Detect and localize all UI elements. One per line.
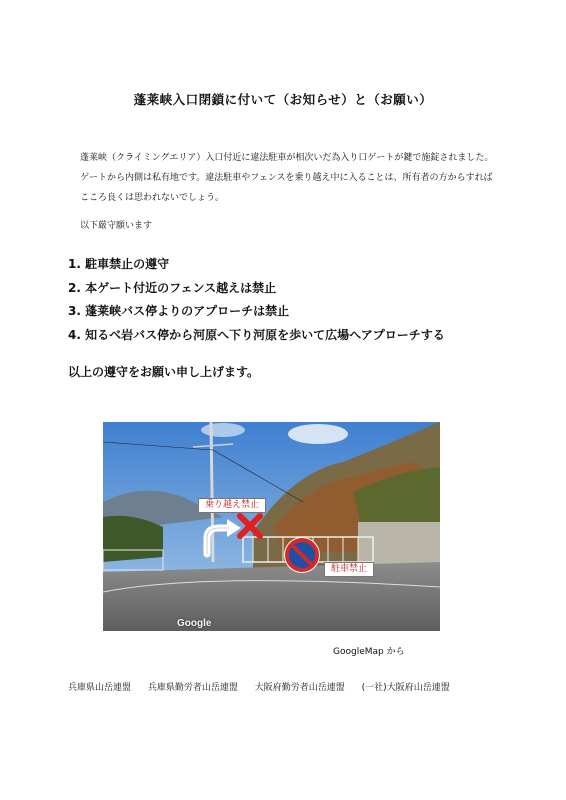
organization-name: 兵庫県山岳連盟 (68, 683, 132, 693)
no-parking-sign-icon (284, 537, 320, 573)
no-parking-label: 駐車禁止 (324, 562, 374, 577)
gate-photo (103, 422, 440, 631)
photo-caption: GoogleMap から (333, 647, 405, 657)
organization-name: 兵庫県勤労者山岳連盟 (147, 683, 238, 693)
rule-item: 4. 知るべ岩バス停から河原へ下り河原を歩いて広場へアプローチする (68, 327, 445, 342)
intro-line: 蓬莱峡（クライミングエリア）入口付近に違法駐車が相次いだ為入り口ゲートが鍵で施錠されました。 (80, 153, 494, 163)
organization-name: 大阪府勤労者山岳連盟 (254, 683, 345, 693)
google-watermark: Google (177, 618, 212, 629)
rules-list (68, 253, 445, 347)
intro-paragraph (80, 148, 520, 208)
road (103, 562, 440, 631)
page-title: 蓬莱峡入口閉鎖に付いて（お知らせ）と（お願い） (133, 92, 433, 107)
organization-list (68, 680, 464, 693)
strict-notice: 以下厳守願います (80, 221, 153, 231)
cloud (201, 423, 245, 437)
intro-line: ゲートから内側は私有地です。違法駐車やフェンスを乗り越え中に入ることは、所有者の方からすれば (80, 173, 493, 183)
no-climbing-label: 乗り越え禁止 (198, 498, 266, 513)
rule-item: 1. 駐車禁止の遵守 (68, 257, 170, 271)
cloud (288, 424, 348, 444)
intro-line: こころ良くは思われないでしょう。 (80, 193, 225, 203)
rule-item: 3. 蓬莱峡バス停よりのアプローチは禁止 (68, 304, 290, 319)
photo-scene (103, 422, 440, 631)
utility-pole (211, 422, 213, 562)
organization-name: (一社)大阪府山岳連盟 (361, 683, 450, 693)
closing-text: 以上の遵守をお願い申し上げます。 (68, 365, 260, 379)
rule-item: 2. 本ゲート付近のフェンス越えは禁止 (68, 280, 277, 295)
